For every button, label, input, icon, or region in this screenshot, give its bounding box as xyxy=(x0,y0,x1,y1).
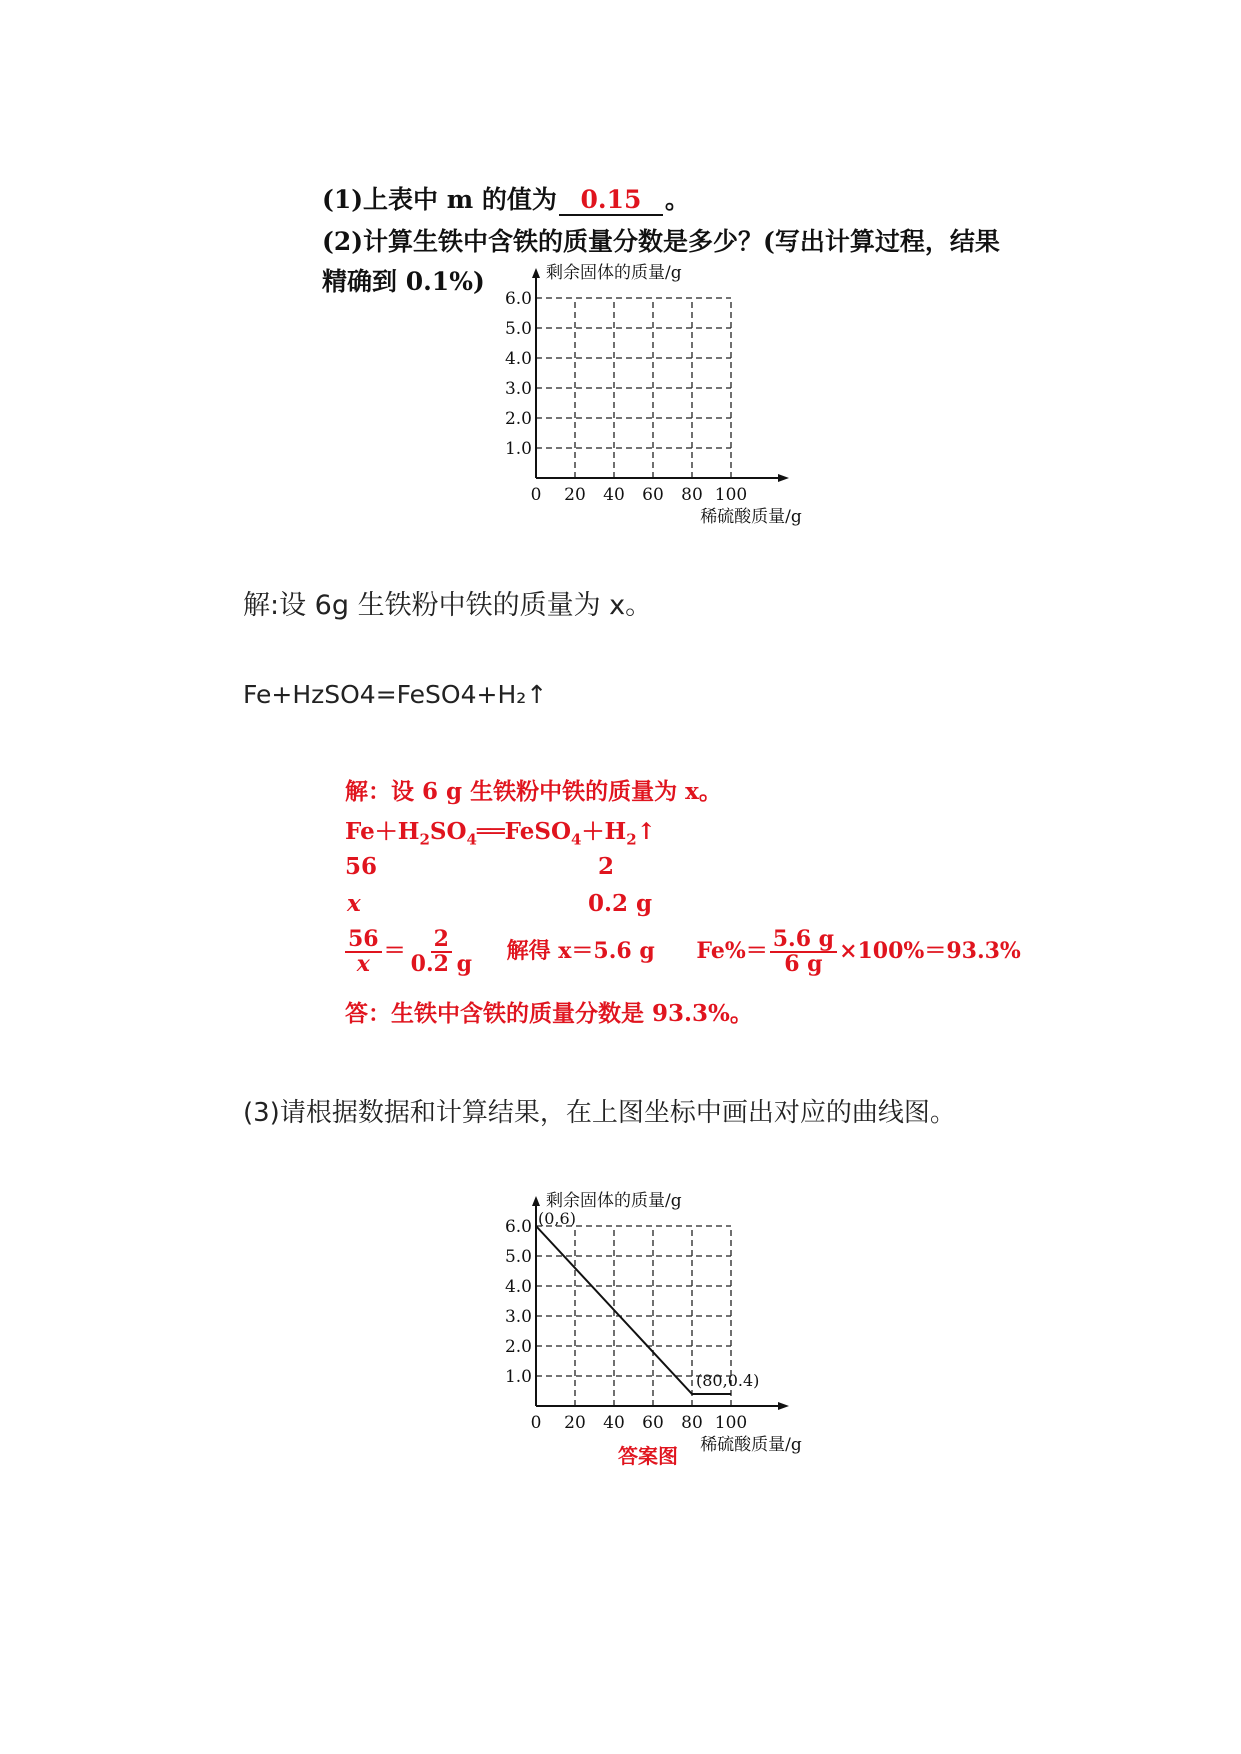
result-x: 解得 x＝5.6 g xyxy=(506,938,655,965)
eq-sub: 4 xyxy=(466,830,477,849)
eq-sub: 2 xyxy=(419,830,430,849)
series-line xyxy=(536,1226,731,1394)
y-tick-label: 5.0 xyxy=(504,319,532,339)
y-tick-label: 3.0 xyxy=(504,1307,532,1327)
fraction-2-over-0.2g xyxy=(408,928,475,976)
solution-equation xyxy=(345,813,656,849)
x-axis-arrow xyxy=(778,1402,789,1410)
x-tick-label: 0 xyxy=(530,485,542,505)
fraction-numerator: 5.6 g xyxy=(770,928,837,953)
y-tick-label: 6.0 xyxy=(504,289,532,309)
answer-caption: 答案图 xyxy=(618,1444,678,1468)
y-tick-label: 4.0 xyxy=(504,349,532,369)
eq-arrow: ↑ xyxy=(636,818,656,845)
question-3: (3)请根据数据和计算结果，在上图坐标中画出对应的曲线图。 xyxy=(243,1098,956,1128)
x-tick-label: 0 xyxy=(530,1413,542,1433)
eq-sub: 4 xyxy=(571,830,582,849)
x-axis-label: 稀硫酸质量/g xyxy=(700,1435,802,1455)
question-1-suffix: 。 xyxy=(664,185,690,214)
fraction-denominator: 0.2 g xyxy=(410,951,472,978)
y-tick-label: 3.0 xyxy=(504,379,532,399)
y-tick-label: 6.0 xyxy=(504,1217,532,1237)
fraction-56-over-x xyxy=(345,928,382,976)
y-axis-label: 剩余固体的质量/g xyxy=(546,263,682,283)
y-tick-label: 5.0 xyxy=(504,1247,532,1267)
x-tick-label: 40 xyxy=(603,1413,625,1433)
row-2-right: 0.2 g xyxy=(588,890,653,917)
annotation-end-point: (80,0.4) xyxy=(696,1371,760,1390)
eq-sub: 2 xyxy=(626,830,637,849)
solution-line-1: 解：设 6 g 生铁粉中铁的质量为 x。 xyxy=(345,778,722,805)
question-2-line-1: (2)计算生铁中含铁的质量分数是多少？(写出计算过程，结果 xyxy=(322,227,1000,256)
y-tick-label: 2.0 xyxy=(504,409,532,429)
fraction-denominator: x xyxy=(356,951,370,978)
x-tick-label: 80 xyxy=(681,485,703,505)
x-tick-label: 40 xyxy=(603,485,625,505)
fe-percent-label: Fe%＝ xyxy=(696,938,768,965)
solution-answer: 答：生铁中含铁的质量分数是 93.3%。 xyxy=(345,1000,753,1027)
eq-part: SO xyxy=(429,818,467,845)
student-answer-line-1: 解:设 6g 生铁粉中铁的质量为 x。 xyxy=(243,590,653,621)
answer-chart xyxy=(480,1178,810,1458)
x-tick-label: 20 xyxy=(564,1413,586,1433)
x-tick-label: 60 xyxy=(642,1413,664,1433)
student-answer-line-2: Fe+HzSO4=FeSO4+H₂↑ xyxy=(243,680,548,709)
x-axis-label: 稀硫酸质量/g xyxy=(700,507,802,527)
y-axis-arrow xyxy=(532,1196,540,1206)
y-tick-label: 1.0 xyxy=(504,439,532,459)
eq-part: FeSO xyxy=(504,818,572,845)
x-tick-label: 20 xyxy=(564,485,586,505)
fraction-numerator: 56 xyxy=(345,928,382,953)
eq-part: ＋H xyxy=(581,818,627,845)
y-axis-arrow xyxy=(532,268,540,278)
solution-fraction-row xyxy=(343,928,1021,976)
fraction-denominator: 6 g xyxy=(784,951,823,978)
question-2-line-2: 精确到 0.1%) xyxy=(322,267,485,296)
x-tick-label: 100 xyxy=(714,1413,748,1433)
eq-part: Fe＋H xyxy=(345,818,420,845)
annotation-start-point: (0,6) xyxy=(538,1209,576,1228)
x-tick-label: 60 xyxy=(642,485,664,505)
fraction-numerator: 2 xyxy=(431,928,452,953)
row-2-left: x xyxy=(347,890,361,917)
question-1-prefix: (1)上表中 m 的值为 xyxy=(322,185,557,214)
y-tick-label: 4.0 xyxy=(504,1277,532,1297)
x-tick-label: 100 xyxy=(714,485,748,505)
question-1-answer: 0.15 xyxy=(559,185,663,216)
question-1 xyxy=(322,180,690,216)
y-tick-label: 1.0 xyxy=(504,1367,532,1387)
fe-percent-result: ×100%＝93.3% xyxy=(839,938,1021,965)
row-1-left: 56 xyxy=(345,853,378,880)
y-tick-label: 2.0 xyxy=(504,1337,532,1357)
equals-sign: ＝ xyxy=(383,938,406,965)
row-1-right: 2 xyxy=(598,853,615,880)
y-axis-label: 剩余固体的质量/g xyxy=(546,1191,682,1211)
eq-equals: ══ xyxy=(476,818,505,845)
x-axis-arrow xyxy=(778,474,789,482)
empty-grid-chart xyxy=(480,250,810,530)
x-tick-label: 80 xyxy=(681,1413,703,1433)
fraction-5.6g-over-6g xyxy=(770,928,837,976)
